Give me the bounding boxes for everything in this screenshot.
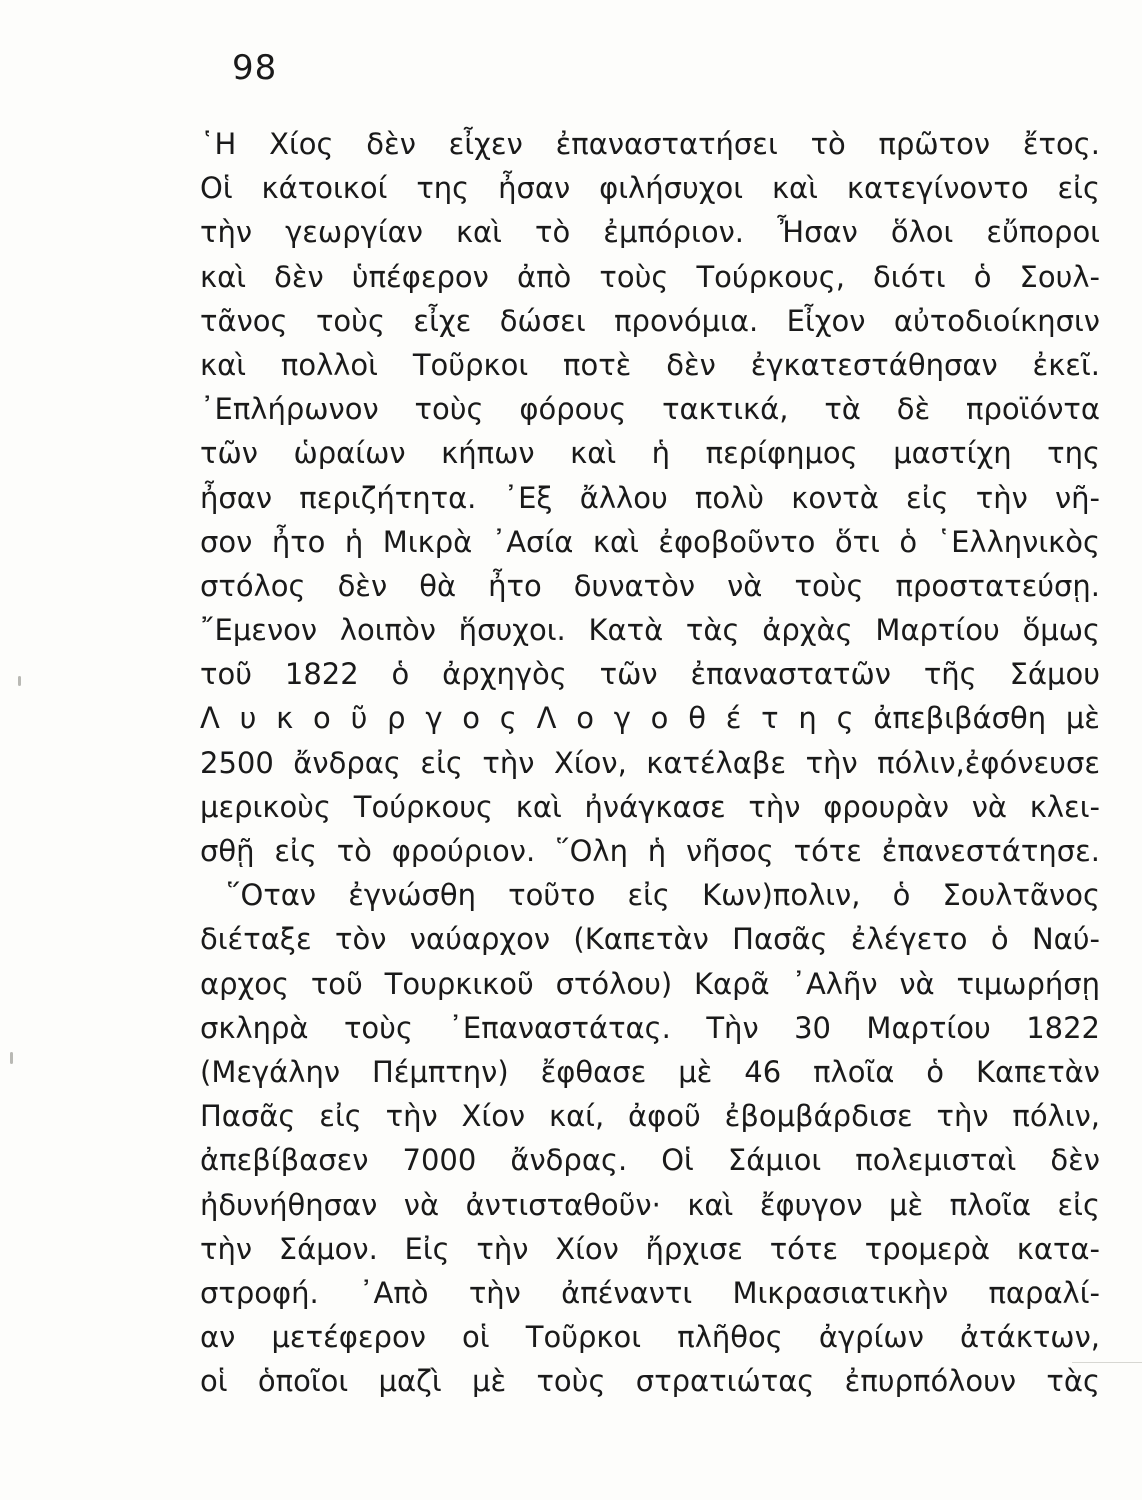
text-line: τὴν γεωργίαν καὶ τὸ ἐμπόριον. Ἦσαν ὅλοι εὔποροι	[200, 215, 1100, 250]
text-line: τῶν ὡραίων κήπων καὶ ἡ περίφημος μαστίχη της	[200, 436, 1100, 471]
text-line: ῞Οταν ἐγνώσθη τοῦτο εἰς Κων)πολιν, ὁ Σουλτᾶνος	[226, 878, 1100, 913]
text-line: ῎Εμενον λοιπὸν ἥσυχοι. Κατὰ τὰς ἀρχὰς Μαρτίου ὅμως	[200, 613, 1100, 648]
text-line: ἠδυνήθησαν νὰ ἀντισταθοῦν· καὶ ἔφυγον μὲ πλοῖα εἰς	[200, 1187, 1100, 1222]
page-number: 98	[232, 48, 278, 88]
text-line: 2500 ἄνδρας εἰς τὴν Χίον, κατέλαβε τὴν πόλιν,ἐφόνευσε	[200, 745, 1100, 780]
text-line: τᾶνος τοὺς εἶχε δώσει προνόμια. Εἶχον αὐτοδιοίκησιν	[200, 303, 1100, 338]
text-line: αν μετέφερον οἱ Τοῦρκοι πλῆθος ἀγρίων ἀτάκτων,	[200, 1320, 1100, 1355]
text-line: Πασᾶς εἰς τὴν Χίον καί, ἀφοῦ ἐβομβάρδισε τὴν πόλιν,	[200, 1099, 1100, 1134]
text-line: ᾿Επλήρωνον τοὺς φόρους τακτικά, τὰ δὲ προϊόντα	[200, 392, 1100, 427]
text-line: οἱ ὁποῖοι μαζὶ μὲ τοὺς στρατιώτας ἐπυρπόλουν τὰς	[200, 1364, 1100, 1399]
text-line: αρχος τοῦ Τουρκικοῦ στόλου) Καρᾶ ᾿Αλῆν νὰ τιμωρήσῃ	[200, 966, 1100, 1001]
text-line: στόλος δὲν θὰ ἦτο δυνατὸν νὰ τοὺς προστατεύσῃ.	[200, 568, 1100, 603]
text-line: τὴν Σάμον. Εἰς τὴν Χίον ἤρχισε τότε τρομερὰ κατα-	[200, 1231, 1100, 1266]
text-line: ῾Η Χίος δὲν εἶχεν ἐπαναστατήσει τὸ πρῶτον ἔτος.	[200, 127, 1100, 161]
text-line: (Μεγάλην Πέμπτην) ἔφθασε μὲ 46 πλοῖα ὁ Καπετὰν	[200, 1054, 1100, 1089]
text-line: σθῇ εἰς τὸ φρούριον. ῞Ολη ἡ νῆσος τότε ἐπανεστάτησε.	[200, 834, 1100, 868]
text-line: σον ἦτο ἡ Μικρὰ ᾿Ασία καὶ ἐφοβοῦντο ὅτι ὁ ῾Ελληνικὸς	[200, 524, 1100, 559]
text-line: Λ υ κ ο ῦ ρ γ ο ς Λ ο γ ο θ έ τ η ς ἀπεβιβάσθη μὲ	[200, 701, 1100, 736]
text-line: καὶ δὲν ὑπέφερον ἀπὸ τοὺς Τούρκους, διότι ὁ Σουλ-	[200, 259, 1100, 294]
text-line: μερικοὺς Τούρκους καὶ ἠνάγκασε τὴν φρουρὰν νὰ κλει-	[200, 789, 1100, 824]
text-line: τοῦ 1822 ὁ ἀρχηγὸς τῶν ἐπαναστατῶν τῆς Σάμου	[200, 657, 1100, 692]
text-line: ἦσαν περιζήτητα. ᾿Εξ ἄλλου πολὺ κοντὰ εἰς τὴν νῆ-	[200, 480, 1100, 515]
text-line: ἀπεβίβασεν 7000 ἄνδρας. Οἱ Σάμιοι πολεμισταὶ δὲν	[200, 1143, 1100, 1178]
text-line: καὶ πολλοὶ Τοῦρκοι ποτὲ δὲν ἐγκατεστάθησαν ἐκεῖ.	[200, 347, 1100, 382]
text-line: Οἱ κάτοικοί της ἦσαν φιλήσυχοι καὶ κατεγίνοντο εἰς	[200, 171, 1100, 206]
body-text	[200, 122, 1100, 1403]
text-line: διέταξε τὸν ναύαρχον (Καπετὰν Πασᾶς ἐλέγετο ὁ Ναύ-	[200, 922, 1100, 957]
text-line: στροφή. ᾿Απὸ τὴν ἀπέναντι Μικρασιατικὴν παραλί-	[200, 1275, 1100, 1310]
bleed-through-line	[1072, 1362, 1142, 1363]
scan-mark	[18, 676, 21, 686]
scan-mark	[10, 1052, 13, 1064]
text-line: σκληρὰ τοὺς ᾿Επαναστάτας. Τὴν 30 Μαρτίου 1822	[200, 1010, 1100, 1045]
